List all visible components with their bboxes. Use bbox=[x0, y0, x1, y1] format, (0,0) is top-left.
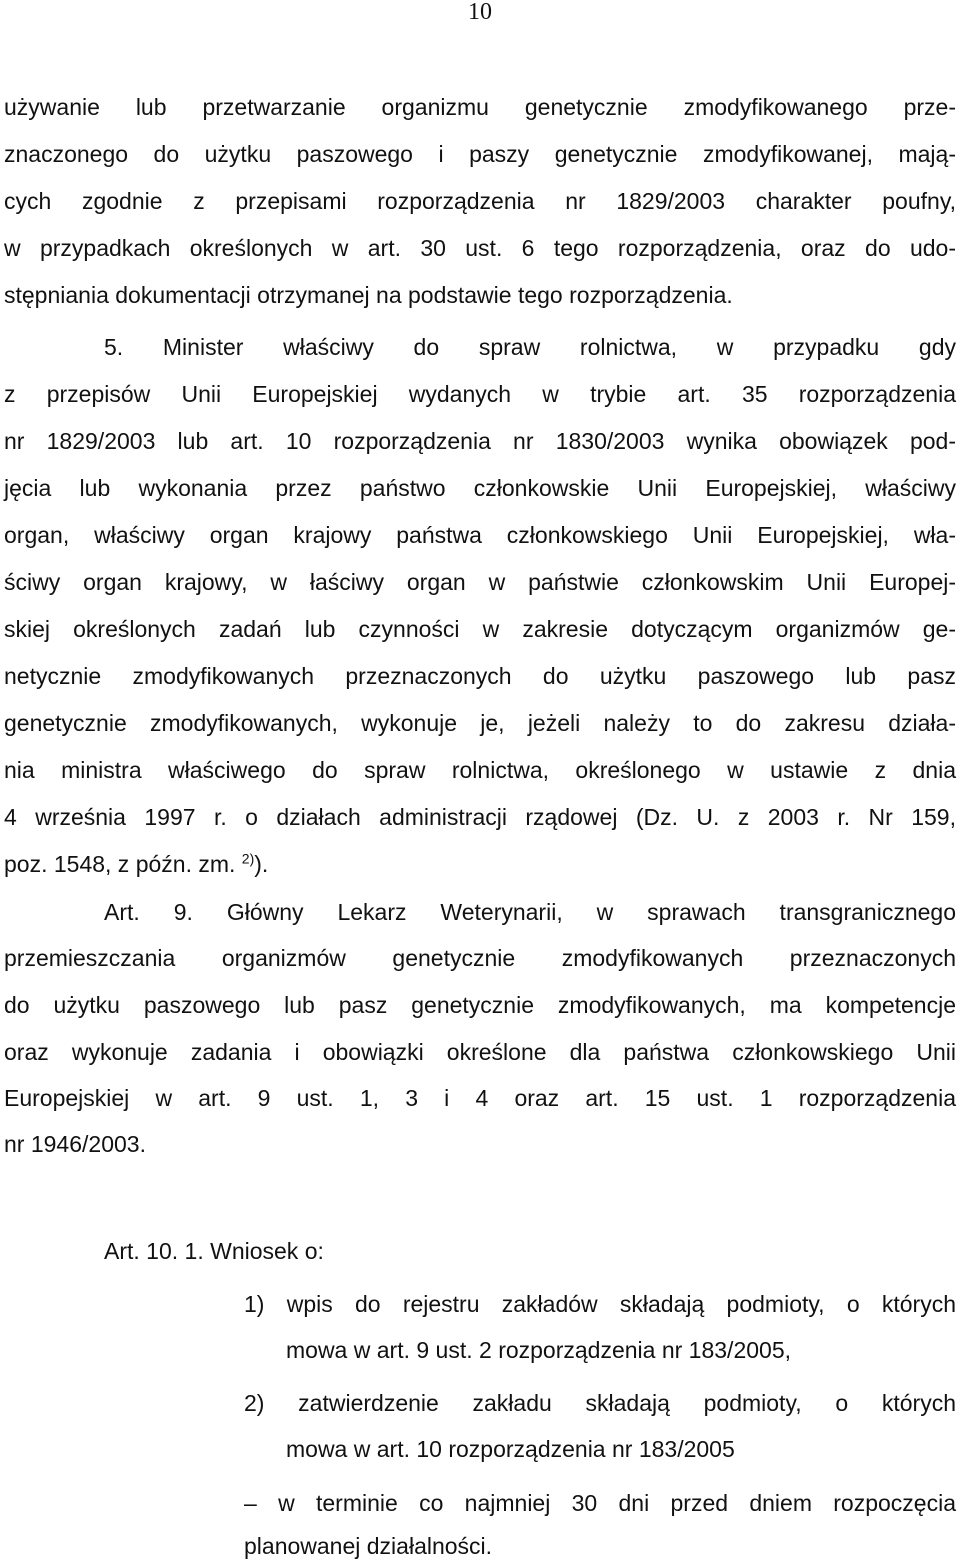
text-line: Europejskiej w art. 9 ust. 1, 3 i 4 oraz art. 15 ust. 1 rozporządzenia bbox=[4, 1085, 956, 1111]
text-line: cych zgodnie z przepisami rozporządzenia nr 1829/2003 charakter poufny, bbox=[4, 188, 956, 214]
paragraph-start: 5. Minister właściwy do spraw rolnictwa, w przypadku gdy bbox=[104, 334, 956, 360]
deadline-clause: – w terminie co najmniej 30 dni przed dniem rozpoczęcia bbox=[244, 1490, 956, 1516]
text-line: genetycznie zmodyfikowanych, wykonuje je, jeżeli należy to do zakresu działa- bbox=[4, 710, 956, 736]
text-line: ściwy organ krajowy, w łaściwy organ w państwie członkowskim Unii Europej- bbox=[4, 569, 956, 595]
text-line: jęcia lub wykonania przez państwo członkowskie Unii Europejskiej, właściwy bbox=[4, 475, 956, 501]
text-line: znaczonego do użytku paszowego i paszy genetycznie zmodyfikowanej, mają- bbox=[4, 141, 956, 167]
text-line-with-footnote bbox=[4, 849, 268, 879]
text-line: do użytku paszowego lub pasz genetycznie zmodyfikowanych, ma kompetencje bbox=[4, 992, 956, 1018]
text-line: stępniania dokumentacji otrzymanej na podstawie tego rozporządzenia. bbox=[4, 282, 733, 308]
article-10-heading: Art. 10. 1. Wniosek o: bbox=[104, 1238, 324, 1264]
list-item-2-continuation: mowa w art. 10 rozporządzenia nr 183/2005 bbox=[286, 1436, 735, 1462]
article-9-heading-line: Art. 9. Główny Lekarz Weterynarii, w sprawach transgranicznego bbox=[104, 899, 956, 925]
list-item-2: 2) zatwierdzenie zakładu składają podmioty, o których bbox=[244, 1390, 956, 1416]
text-line: oraz wykonuje zadania i obowiązki określone dla państwa członkowskiego Unii bbox=[4, 1039, 956, 1065]
list-item-1: 1) wpis do rejestru zakładów składają podmioty, o których bbox=[244, 1291, 956, 1317]
text-fragment: poz. 1548, z późn. zm. bbox=[4, 851, 236, 877]
deadline-clause-continuation: planowanej działalności. bbox=[244, 1533, 493, 1559]
text-line: 4 września 1997 r. o działach administracji rządowej (Dz. U. z 2003 r. Nr 159, bbox=[4, 804, 956, 830]
text-line: z przepisów Unii Europejskiej wydanych w trybie art. 35 rozporządzenia bbox=[4, 381, 956, 407]
text-fragment: ). bbox=[254, 851, 269, 877]
page-number: 10 bbox=[468, 0, 492, 25]
text-line: w przypadkach określonych w art. 30 ust. 6 tego rozporządzenia, oraz do udo- bbox=[4, 235, 956, 261]
text-line: skiej określonych zadań lub czynności w zakresie dotyczącym organizmów ge- bbox=[4, 616, 956, 642]
list-item-1-continuation: mowa w art. 9 ust. 2 rozporządzenia nr 183/2005, bbox=[286, 1337, 792, 1363]
text-line: nr 1946/2003. bbox=[4, 1131, 146, 1157]
text-line: przemieszczania organizmów genetycznie zmodyfikowanych przeznaczonych bbox=[4, 945, 956, 971]
text-line: nr 1829/2003 lub art. 10 rozporządzenia nr 1830/2003 wynika obowiązek pod- bbox=[4, 428, 956, 454]
text-line: nia ministra właściwego do spraw rolnictwa, określonego w ustawie z dnia bbox=[4, 757, 956, 783]
footnote-reference: 2) bbox=[241, 850, 255, 867]
text-line: netycznie zmodyfikowanych przeznaczonych do użytku paszowego lub pasz bbox=[4, 663, 956, 689]
text-line: używanie lub przetwarzanie organizmu genetycznie zmodyfikowanego prze- bbox=[4, 94, 956, 120]
text-line: organ, właściwy organ krajowy państwa członkowskiego Unii Europejskiej, wła- bbox=[4, 522, 956, 548]
